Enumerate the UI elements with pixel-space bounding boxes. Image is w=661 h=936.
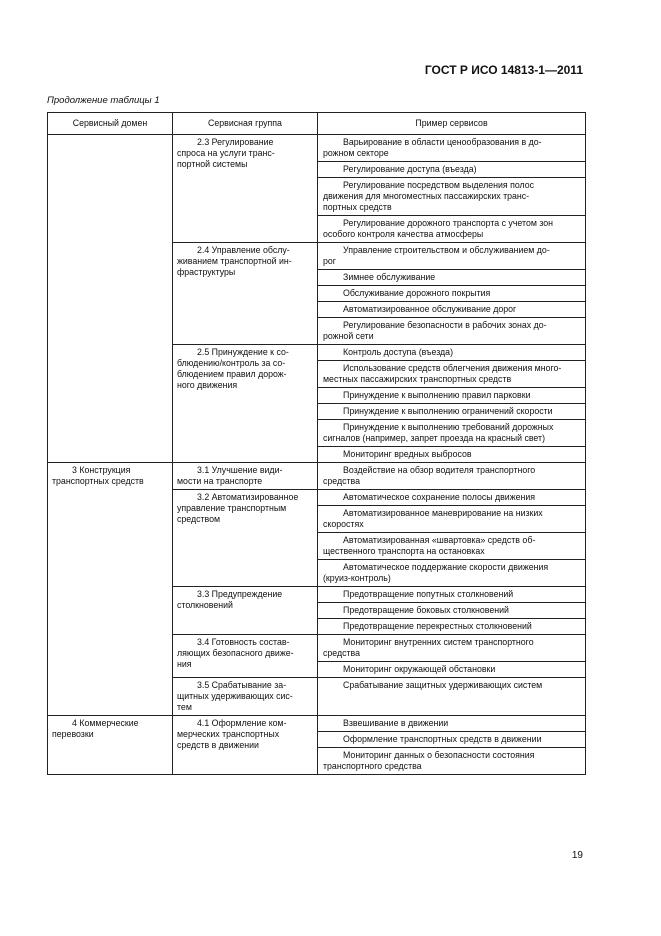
- domain-cell: [48, 135, 173, 463]
- example-cell: [318, 732, 586, 748]
- example-cell: [318, 243, 586, 270]
- service-example: Автоматизированное маневрирование на низких скоростях: [323, 508, 543, 529]
- example-cell: [318, 635, 586, 662]
- group-label: 3.5 Срабатывание за- щитных удерживающих сис- тем: [177, 680, 293, 712]
- example-cell: [318, 162, 586, 178]
- example-cell: [318, 587, 586, 603]
- service-example: Мониторинг окружающей обстановки: [343, 664, 496, 674]
- service-example: Предотвращение боковых столкновений: [343, 605, 509, 615]
- example-cell: [318, 662, 586, 678]
- document-header: ГОСТ Р ИСО 14813-1—2011: [424, 63, 583, 77]
- group-cell: [173, 678, 318, 716]
- example-cell: [318, 420, 586, 447]
- group-label: 3.4 Готовность состав- ляющих безопасного движе- ния: [177, 637, 294, 669]
- service-example: Обслуживание дорожного покрытия: [343, 288, 491, 298]
- example-cell: [318, 318, 586, 345]
- example-cell: [318, 716, 586, 732]
- example-cell: [318, 361, 586, 388]
- service-example: Регулирование безопасности в рабочих зонах до- рожной сети: [323, 320, 547, 341]
- column-header-domain: Сервисный домен: [48, 113, 173, 135]
- service-example: Взвешивание в движении: [343, 718, 449, 728]
- example-cell: [318, 463, 586, 490]
- example-cell: [318, 447, 586, 463]
- service-example: Автоматизированная «швартовка» средств об- щественного транспорта на остановках: [323, 535, 536, 556]
- example-cell: [318, 388, 586, 404]
- service-example: Контроль доступа (въезда): [343, 347, 454, 357]
- domain-cell: [48, 716, 173, 775]
- service-example: Срабатывание защитных удерживающих систем: [343, 680, 543, 690]
- example-cell: [318, 270, 586, 286]
- service-example: Мониторинг данных о безопасности состояния транспортного средства: [323, 750, 535, 771]
- example-cell: [318, 533, 586, 560]
- service-example: Регулирование дорожного транспорта с учетом зон особого контроля качества атмосферы: [323, 218, 554, 239]
- group-cell: [173, 635, 318, 678]
- service-example: Варьирование в области ценообразования в до- рожном секторе: [323, 137, 542, 158]
- example-cell: [318, 678, 586, 716]
- group-label: 2.5 Принуждение к со- блюдению/контроль за со- блюдением правил дорож- ного движения: [177, 347, 289, 390]
- column-header-group: Сервисная группа: [173, 113, 318, 135]
- example-cell: [318, 404, 586, 420]
- group-cell: [173, 463, 318, 490]
- service-example: Принуждение к выполнению ограничений скорости: [343, 406, 553, 416]
- service-example: Автоматическое сохранение полосы движения: [343, 492, 536, 502]
- table-header-row: [48, 113, 586, 135]
- service-example: Использование средств облегчения движения много- местных пассажирских транспортных средств: [323, 363, 562, 384]
- service-example: Мониторинг внутренних систем транспортного средства: [323, 637, 534, 658]
- group-label: 2.4 Управление обслу- живанием транспортной ин- фраструктуры: [177, 245, 292, 277]
- group-cell: [173, 490, 318, 587]
- service-example: Принуждение к выполнению правил парковки: [343, 390, 531, 400]
- service-example: Мониторинг вредных выбросов: [343, 449, 472, 459]
- example-cell: [318, 178, 586, 216]
- example-cell: [318, 748, 586, 775]
- service-example: Автоматическое поддержание скорости движения (круиз-контроль): [323, 562, 549, 583]
- example-cell: [318, 216, 586, 243]
- page-number: 19: [571, 850, 583, 861]
- services-table: [47, 112, 586, 775]
- group-cell: [173, 243, 318, 345]
- example-cell: [318, 302, 586, 318]
- service-example: Автоматизированное обслуживание дорог: [343, 304, 517, 314]
- service-example: Управление строительством и обслуживанием до- рог: [323, 245, 550, 266]
- table-caption: Продолжение таблицы 1: [47, 95, 160, 106]
- example-cell: [318, 135, 586, 162]
- domain-label: 3 Конструкция транспортных средств: [52, 465, 144, 486]
- example-cell: [318, 603, 586, 619]
- example-cell: [318, 345, 586, 361]
- example-cell: [318, 619, 586, 635]
- example-cell: [318, 506, 586, 533]
- group-label: 3.3 Предупреждение столкновений: [177, 589, 283, 610]
- group-cell: [173, 135, 318, 243]
- service-example: Оформление транспортных средств в движении: [343, 734, 542, 744]
- group-cell: [173, 345, 318, 463]
- group-label: 4.1 Оформление ком- мерческих транспортных средств в движении: [177, 718, 287, 750]
- group-cell: [173, 716, 318, 775]
- domain-label: 4 Коммерческие перевозки: [52, 718, 139, 739]
- example-cell: [318, 560, 586, 587]
- table-row: [48, 716, 586, 732]
- group-label: 2.3 Регулирование спроса на услуги транс- портной системы: [177, 137, 275, 169]
- service-example: Зимнее обслуживание: [343, 272, 436, 282]
- service-example: Принуждение к выполнению требований дорожных сигналов (например, запрет проезда на красный свет): [323, 422, 554, 443]
- table-row: [48, 463, 586, 490]
- group-label: 3.2 Автоматизированное управление транспортным средством: [177, 492, 299, 524]
- service-example: Регулирование доступа (въезда): [343, 164, 477, 174]
- service-example: Предотвращение попутных столкновений: [343, 589, 514, 599]
- service-example: Воздействие на обзор водителя транспортного средства: [323, 465, 536, 486]
- group-cell: [173, 587, 318, 635]
- example-cell: [318, 286, 586, 302]
- group-label: 3.1 Улучшение види- мости на транспорте: [177, 465, 283, 486]
- table-row: [48, 135, 586, 162]
- service-example: Предотвращение перекрестных столкновений: [343, 621, 532, 631]
- column-header-example: Пример сервисов: [318, 113, 586, 135]
- example-cell: [318, 490, 586, 506]
- service-example: Регулирование посредством выделения полос движения для многоместных пассажирских транс- портных средств: [323, 180, 535, 212]
- domain-cell: [48, 463, 173, 716]
